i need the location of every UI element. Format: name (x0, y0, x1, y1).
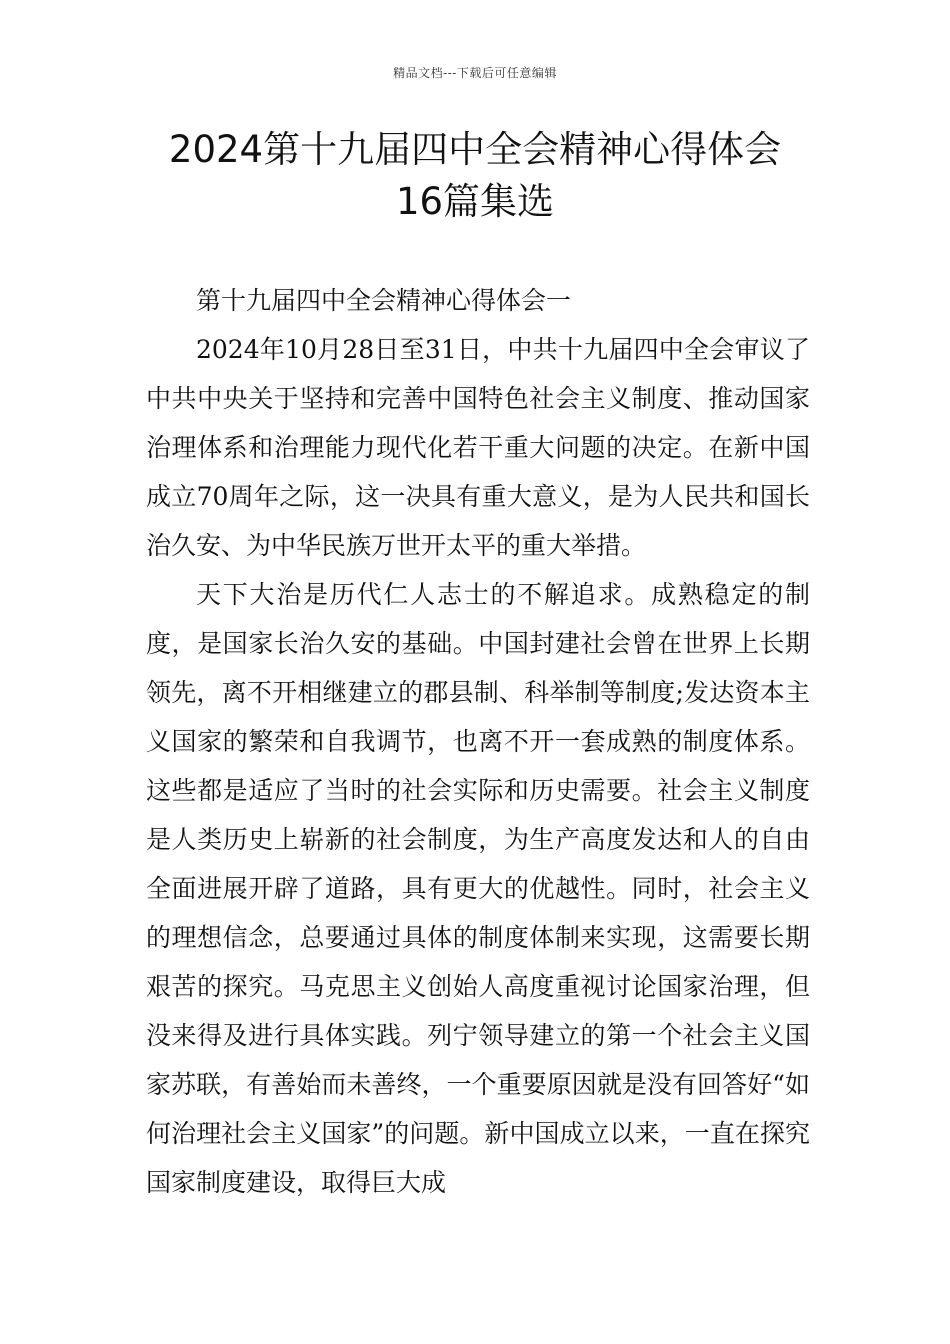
title-line-2: 16篇集选 (395, 180, 555, 223)
document-body (146, 276, 810, 1207)
section-heading: 第十九届四中全会精神心得体会一 (196, 286, 572, 315)
paragraph-1: 2024年10月28日至31日，中共十九届四中全会审议了中共中央关于坚持和完善中国特色社会主义制度、推动国家治理体系和治理能力现代化若干重大问题的决定。在新中国成立70周年之际，这一决具有重大意义，是为人民共和国长治久安、为中华民族万世开太平的重大举措。 (146, 335, 810, 560)
document-title (100, 124, 850, 228)
header-note: 精品文档---下载后可任意编辑 (393, 66, 557, 80)
paragraph-2: 天下大治是历代仁人志士的不解追求。成熟稳定的制度，是国家长治久安的基础。中国封建社会曾在世界上长期领先，离不开相继建立的郡县制、科举制等制度;发达资本主义国家的繁荣和自我调节，也离不开一套成熟的制度体系。这些都是适应了当时的社会实际和历史需要。社会主义制度是人类历史上崭新的社会制度，为生产高度发达和人的自由全面进展开辟了道路，具有更大的优越性。同时，社会主义的理想信念，总要通过具体的制度体制来实现，这需要长期艰苦的探究。马克思主义创始人高度重视讨论国家治理，但没来得及进行具体实践。列宁领导建立的第一个社会主义国家苏联，有善始而未善终，一个重要原因就是没有回答好“如何治理社会主义国家”的问题。新中国成立以来，一直在探究国家制度建设，取得巨大成 (146, 580, 810, 1197)
title-line-1: 2024第十九届四中全会精神心得体会 (168, 128, 782, 171)
